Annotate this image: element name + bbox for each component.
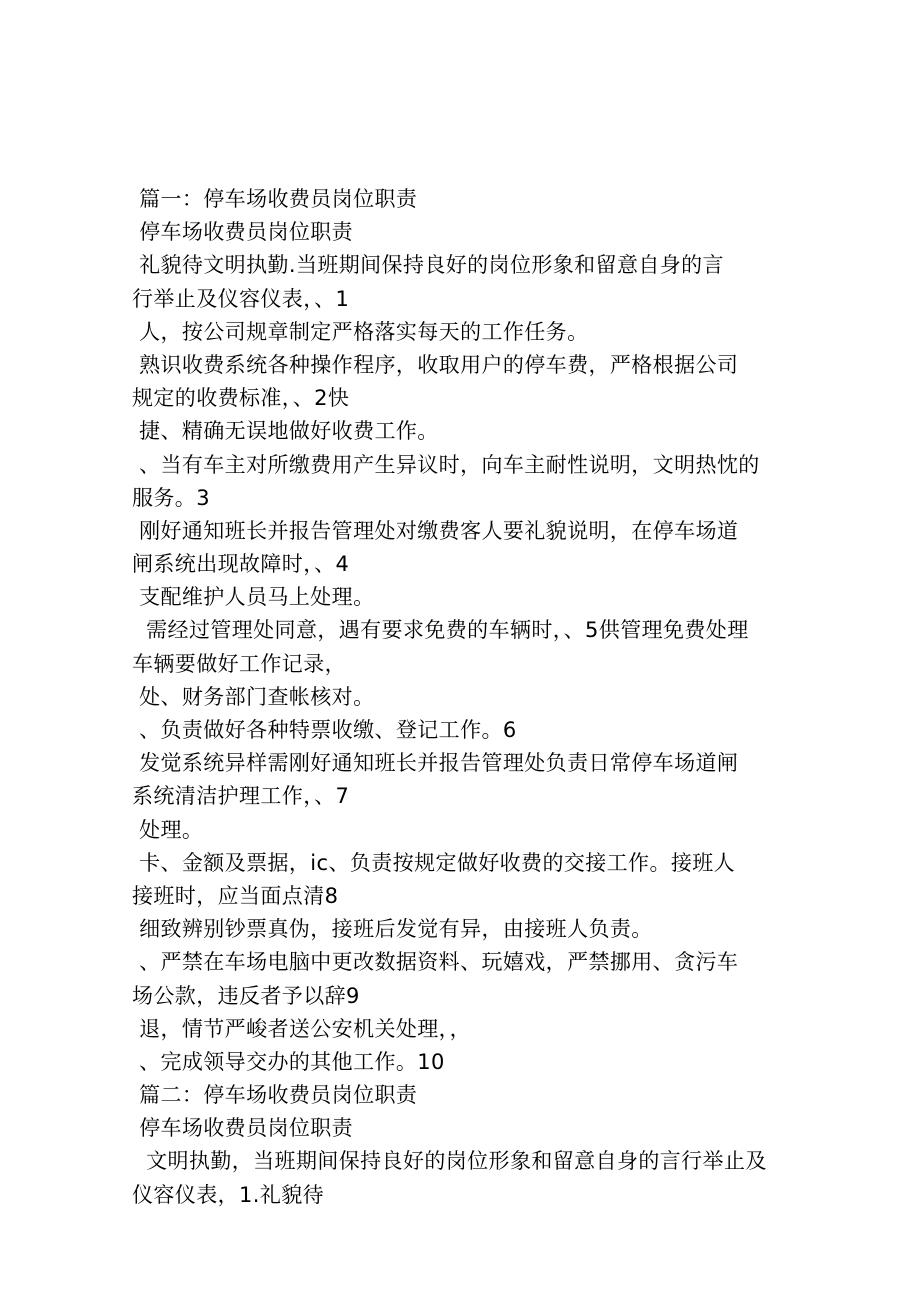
text-line: 处、财务部门查帐核对。 xyxy=(132,684,375,709)
text-line: 熟识收费系统各种操作程序，收取用户的停车费，严格根据公司 xyxy=(132,352,739,377)
text-line: 系统清洁护理工作，、7 xyxy=(132,784,350,809)
document-body xyxy=(132,183,792,1212)
text-line: 车辆要做好工作记录， xyxy=(132,651,346,676)
text-line: 、负责做好各种特票收缴、登记工作。6 xyxy=(132,718,517,742)
text-line: 支配维护人员马上处理。 xyxy=(132,585,375,610)
text-line: 捷、精确无误地做好收费工作。 xyxy=(132,419,439,444)
text-line: 接班时，应当面点清8 xyxy=(132,883,339,908)
document-title-1: 停车场收费员岗位职责 xyxy=(132,220,354,245)
document-title-2: 停车场收费员岗位职责 xyxy=(132,1116,354,1141)
text-line: 处理。 xyxy=(132,817,204,842)
section-heading-1: 篇一：停车场收费员岗位职责 xyxy=(132,187,418,211)
text-line: 退，情节严峻者送公安机关处理，， xyxy=(132,1016,471,1041)
text-line: 刚好通知班长并报告管理处对缴费客人要礼貌说明，在停车场道 xyxy=(132,518,739,543)
text-line: 、当有车主对所缴费用产生异议时，向车主耐性说明，文明热忱的 xyxy=(132,452,760,477)
text-line: 、严禁在车场电脑中更改数据资料、玩嬉戏，严禁挪用、贪污车 xyxy=(132,950,739,975)
text-line: 文明执勤，当班期间保持良好的岗位形象和留意自身的言行举止及 xyxy=(132,1149,767,1174)
text-line: 发觉系统异样需刚好通知班长并报告管理处负责日常停车场道闸 xyxy=(132,751,739,776)
text-line: 人，按公司规章制定严格落实每天的工作任务。 xyxy=(132,319,589,344)
text-line: 规定的收费标准，、2快 xyxy=(132,386,350,411)
section-heading-2: 篇二：停车场收费员岗位职责 xyxy=(132,1083,418,1108)
text-line: 服务。3 xyxy=(132,485,210,510)
text-line: 仪容仪表，1.礼貌待 xyxy=(132,1182,325,1207)
text-line: 细致辨别钞票真伪，接班后发觉有异，由接班人负责。 xyxy=(132,917,653,942)
text-line: 需经过管理处同意，遇有要求免费的车辆时，、5供管理免费处理 xyxy=(132,618,749,643)
text-line: 卡、金额及票据，ic、负责按规定做好收费的交接工作。接班人 xyxy=(132,850,736,875)
text-line: 行举止及仪容仪表，、1 xyxy=(132,286,350,311)
text-line: 场公款，违反者予以辞9 xyxy=(132,983,360,1008)
text-line: 礼貌待文明执勤.当班期间保持良好的岗位形象和留意自身的言 xyxy=(132,253,724,278)
text-line: 闸系统出现故障时，、4 xyxy=(132,552,350,577)
text-line: 、完成领导交办的其他工作。10 xyxy=(132,1049,445,1074)
